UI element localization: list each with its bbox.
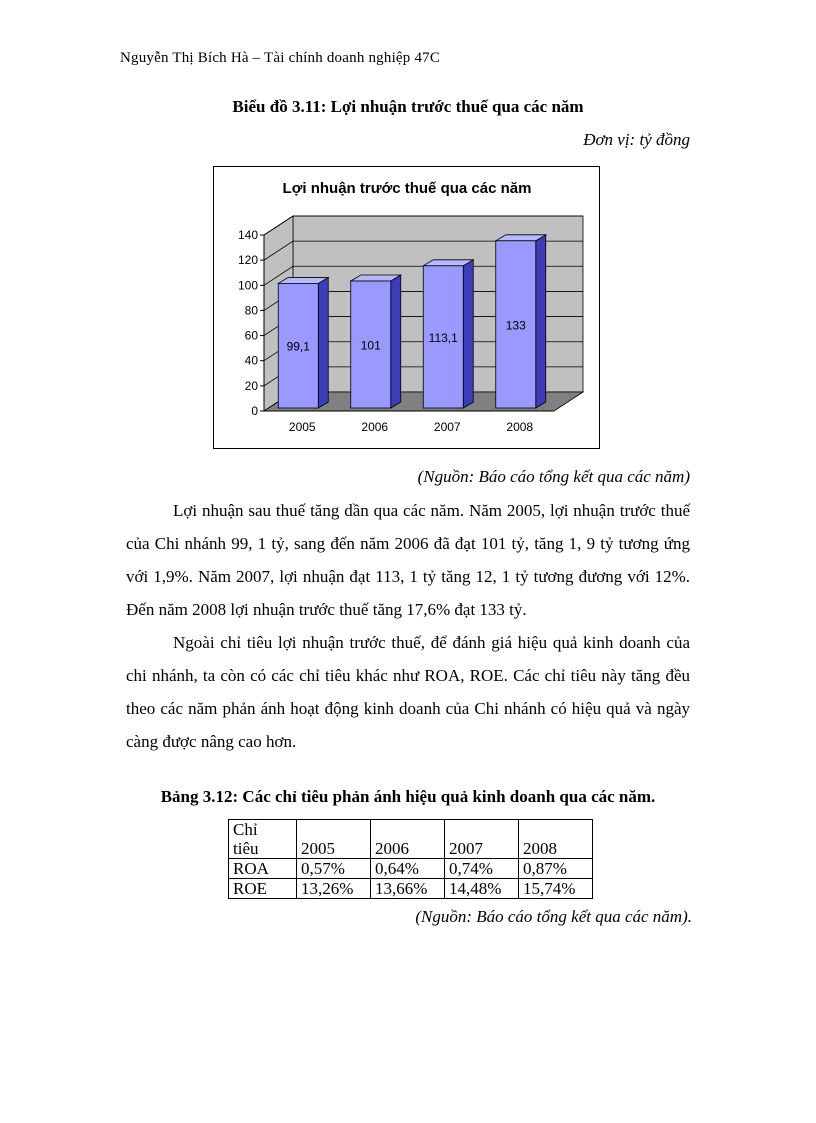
table-cell: 0,57% — [297, 859, 371, 879]
chart-data-label: 133 — [505, 318, 526, 333]
table-header-label — [229, 820, 297, 859]
chart-data-label: 101 — [360, 338, 381, 353]
chart-y-tick-label: 40 — [244, 353, 258, 368]
table-row-label: ROE — [229, 879, 297, 899]
chart-x-tick-label: 2008 — [506, 420, 534, 434]
table-source-note: (Nguồn: Báo cáo tổng kết qua các năm). — [415, 907, 692, 926]
chart-bar-side — [391, 275, 401, 408]
chart-y-tick-label: 60 — [244, 328, 258, 343]
table-header-cell: 2007 — [445, 820, 519, 859]
chart-data-label: 113,1 — [428, 330, 458, 345]
paragraph-1: Lợi nhuận sau thuế tăng dần qua các năm. Năm 2005, lợi nhuận trước thuế của Chi nhánh 99, 1 tỷ, sang đến năm 2006 đã đạt 101 tỷ, tăng 1, 9 tỷ tương ứng với 1,9%. Năm 2007, lợi nhuận đạt 113, 1 tỷ tăng 12, 1 tỷ tương đương với 12%. Đến năm 2008 lợi nhuận trước thuế tăng 17,6% đạt 133 tỷ. — [126, 501, 690, 619]
chart-source-note: (Nguồn: Báo cáo tổng kết qua các năm) — [417, 467, 690, 486]
chart-y-tick-label: 140 — [237, 228, 258, 242]
chart-title: Lợi nhuận trước thuế qua các năm — [282, 180, 532, 197]
figure-title: Biểu đồ 3.11: Lợi nhuận trước thuế qua các năm — [232, 97, 584, 116]
table-header-cell: 2006 — [371, 820, 445, 859]
paragraph-2: Ngoài chỉ tiêu lợi nhuận trước thuế, để đánh giá hiệu quả kinh doanh của chi nhánh, ta còn có các chỉ tiêu khác như ROA, ROE. Các chỉ tiêu này tăng đều theo các năm phản ánh hoạt động kinh doanh của Chi nhánh có hiệu quả và ngày càng được nâng cao hơn. — [126, 633, 690, 751]
chart-bar-side — [463, 260, 473, 408]
chart-x-tick-label: 2007 — [433, 420, 461, 434]
table-header-row — [229, 820, 593, 859]
table-cell: 0,87% — [519, 859, 593, 879]
table-title: Bảng 3.12: Các chỉ tiêu phản ánh hiệu quả kinh doanh qua các năm. — [160, 787, 656, 806]
chart-frame — [213, 166, 600, 449]
unit-label: Đơn vị: tỷ đồng — [583, 130, 690, 149]
chart-y-tick-label: 100 — [237, 278, 258, 293]
chart-bar-side — [536, 235, 546, 408]
chart-x-tick-label: 2005 — [288, 420, 316, 434]
page-header: Nguyễn Thị Bích Hà – Tài chính doanh nghiệp 47C — [120, 50, 441, 66]
chart-bar-side — [318, 277, 328, 408]
table-row-roa — [229, 859, 593, 879]
table-cell: 0,64% — [371, 859, 445, 879]
chart-x-tick-label: 2006 — [361, 420, 389, 434]
chart-y-tick-label: 20 — [244, 378, 258, 393]
table-row-label: ROA — [229, 859, 297, 879]
table-header-cell: 2005 — [297, 820, 371, 859]
chart-y-tick-label: 80 — [244, 303, 258, 318]
table-cell: 14,48% — [445, 879, 519, 899]
chart-y-tick-label: 0 — [251, 404, 258, 418]
table-cell: 0,74% — [445, 859, 519, 879]
chart-data-label: 99,1 — [286, 339, 310, 354]
table-header-cell: 2008 — [519, 820, 593, 859]
table-cell: 15,74% — [519, 879, 593, 899]
chart-y-tick-label: 120 — [237, 253, 258, 268]
header-label-line-2: tiêu — [233, 839, 259, 858]
body-text — [126, 494, 690, 758]
table-cell: 13,26% — [297, 879, 371, 899]
table-row-roe — [229, 879, 593, 899]
table-cell: 13,66% — [371, 879, 445, 899]
bar-chart — [214, 167, 599, 448]
header-label-line-1: Chỉ — [233, 820, 258, 839]
metrics-table — [228, 819, 593, 899]
